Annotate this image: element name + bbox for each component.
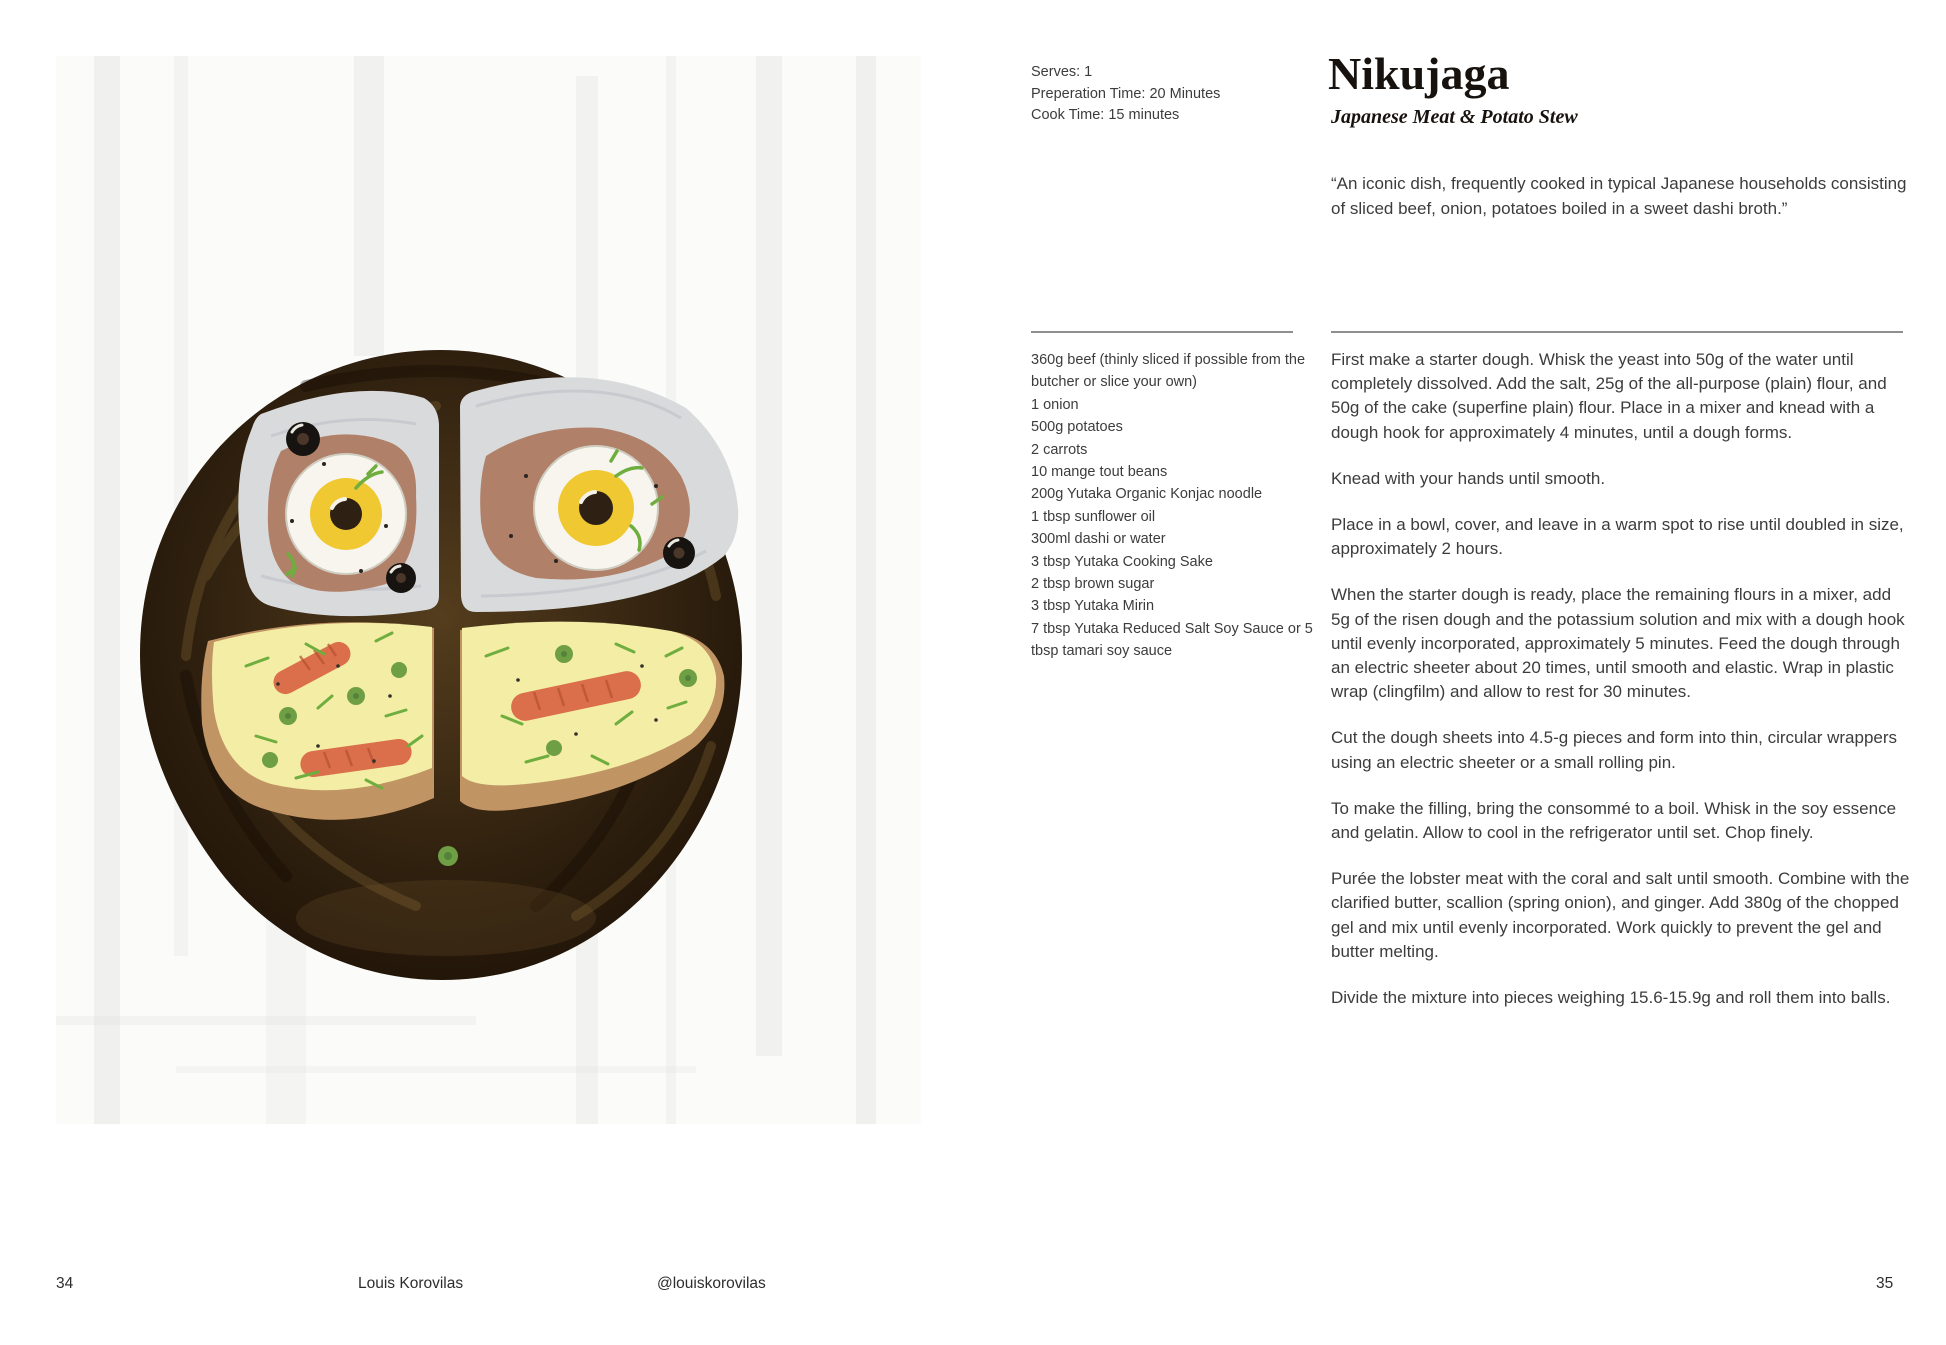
ingredient-item: 1 tbsp sunflower oil bbox=[1031, 508, 1156, 525]
ingredient-item: 2 carrots bbox=[1031, 441, 1088, 458]
egg bbox=[286, 454, 406, 574]
serves-label: Serves: 1 bbox=[1031, 64, 1093, 80]
instruction-paragraph: To make the filling, bring the consommé to a boil. Whisk in the soy essence and gelatin. Allow to cool in the refrigerator until set. Chop finely. bbox=[1331, 798, 1897, 843]
ingredients-divider bbox=[1031, 331, 1293, 333]
recipe-quote: “An iconic dish, frequently cooked in typical Japanese households consisting of sliced beef, onion, potatoes boiled in a sweet dashi broth.” bbox=[1331, 174, 1907, 218]
recipe-subtitle: Japanese Meat & Potato Stew bbox=[1331, 106, 1578, 128]
food-illustration bbox=[56, 56, 921, 1124]
ingredients-list bbox=[1031, 349, 1335, 663]
author-name: Louis Korovilas bbox=[358, 1275, 464, 1292]
instruction-paragraph: Place in a bowl, cover, and leave in a warm spot to rise until doubled in size, approximately 2 hours. bbox=[1331, 515, 1904, 559]
food-illustration-svg bbox=[56, 56, 921, 1124]
cook-time-label: Cook Time: 15 minutes bbox=[1031, 107, 1180, 123]
ingredient-item: 2 tbsp brown sugar bbox=[1031, 576, 1155, 593]
instruction-paragraph: Cut the dough sheets into 4.5-g pieces and form into thin, circular wrappers using an electric sheeter or a small rolling pin. bbox=[1331, 728, 1898, 772]
prep-time-label: Preperation Time: 20 Minutes bbox=[1031, 85, 1221, 102]
instruction-paragraph: When the starter dough is ready, place the remaining flours in a mixer, add 5g of the risen dough and the potassium solution and mix with a dough hook until evenly incorporated, approximately 5 minutes. Feed the dough through an electric sheeter about 20 times, until smooth and elastic. Wrap in plastic wrap (clingfilm) and allow to rest for 30 minutes. bbox=[1331, 585, 1905, 702]
page-number-left: 34 bbox=[56, 1275, 74, 1292]
olive bbox=[386, 563, 416, 593]
instruction-paragraph: Knead with your hands until smooth. bbox=[1331, 468, 1606, 488]
ingredient-item: 300ml dashi or water bbox=[1031, 531, 1166, 548]
page-number-right: 35 bbox=[1876, 1275, 1894, 1292]
instructions-divider bbox=[1331, 331, 1903, 333]
ingredient-item: 200g Yutaka Organic Konjac noodle bbox=[1031, 486, 1263, 503]
recipe-meta bbox=[1031, 62, 1331, 127]
instructions bbox=[1331, 348, 1911, 1032]
instruction-paragraph: First make a starter dough. Whisk the yeast into 50g of the water until completely dissolved. Add the salt, 25g of the all-purpose (plain) flour, and 50g of the cake (superfine plain) flour. Place in a mixer and knead with a dough hook for approximately 4 minutes, until a dough forms. bbox=[1331, 350, 1887, 442]
ingredient-item: 7 tbsp Yutaka Reduced Salt Soy Sauce or 5 tbsp tamari soy sauce bbox=[1031, 620, 1313, 660]
instruction-paragraph: Divide the mixture into pieces weighing 15.6-15.9g and roll them into balls. bbox=[1331, 988, 1891, 1008]
ingredient-item: 500g potatoes bbox=[1031, 419, 1123, 436]
ingredient-item: 360g beef (thinly sliced if possible from the butcher or slice your own) bbox=[1031, 352, 1306, 391]
instruction-paragraph: Purée the lobster meat with the coral and salt until smooth. Combine with the clarified butter, scallion (spring onion), and ginger. Add 380g of the chopped gel and mix until evenly incorporated. Work quickly to prevent the gel and butter melting. bbox=[1331, 869, 1910, 961]
ingredient-item: 1 onion bbox=[1031, 396, 1079, 413]
pea bbox=[438, 846, 458, 866]
recipe-title: Nikujaga bbox=[1328, 48, 1510, 99]
author-handle: @louiskorovilas bbox=[657, 1275, 766, 1292]
olive bbox=[663, 537, 695, 569]
ingredient-item: 3 tbsp Yutaka Mirin bbox=[1031, 598, 1155, 615]
olive bbox=[286, 422, 320, 456]
bread-slice-top-left bbox=[238, 391, 439, 616]
ingredient-item: 10 mange tout beans bbox=[1031, 464, 1168, 481]
bread-slice-bottom-left bbox=[201, 622, 434, 820]
ingredient-item: 3 tbsp Yutaka Cooking Sake bbox=[1031, 553, 1213, 570]
